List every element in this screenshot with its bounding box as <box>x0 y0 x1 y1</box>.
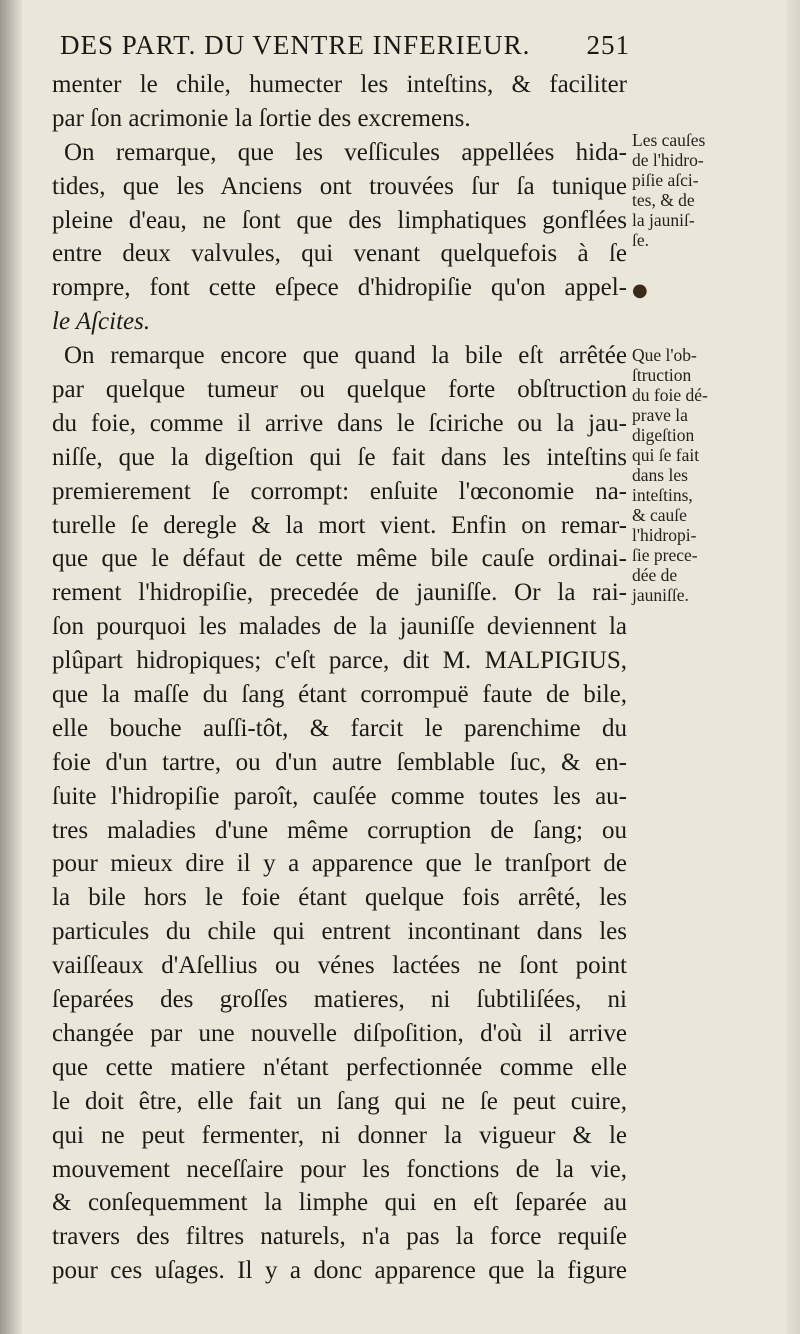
text-line: pour ces uſages. Il y a donc apparence que la figure <box>52 1257 627 1285</box>
text-line: le Aſcites. <box>52 308 151 336</box>
text-line: entre deux valvules, qui venant quelquefois à ſe <box>52 240 627 268</box>
text-line: du foie, comme il arrive dans le ſciriche ou la jau- <box>52 409 627 437</box>
text-line: On remarque encore que quand la bile eſt arrêtée <box>64 342 627 370</box>
text-line: niſſe, que la digeſtion qui ſe fait dans les inteſtins <box>52 443 627 471</box>
page-gutter-shadow <box>0 0 22 1334</box>
marginal-line: dans les <box>632 465 688 485</box>
marginal-line: ſe. <box>632 230 650 250</box>
text-line: que que le défaut de cette même bile cauſe ordinai- <box>52 545 627 573</box>
text-line: vaiſſeaux d'Aſellius ou vénes lactées ne ſont point <box>52 952 627 980</box>
text-line: particules du chile qui entrent incontinant dans les <box>52 918 627 946</box>
text-line: & conſequemment la limphe qui en eſt ſeparée au <box>52 1189 627 1217</box>
marginal-line: de l'hidro- <box>632 150 704 170</box>
page-edge <box>786 0 800 1334</box>
ink-blot-mark: ● <box>632 280 648 301</box>
text-line: rompre, font cette eſpece d'hidropiſie qu'on appel- <box>52 274 627 302</box>
marginal-line: l'hidropi- <box>632 525 697 545</box>
marginal-line: tes, & de <box>632 190 695 210</box>
marginal-line: piſie aſci- <box>632 170 699 190</box>
marginal-line: Que l'ob- <box>632 345 697 365</box>
text-line: ſon pourquoi les malades de la jauniſſe deviennent la <box>52 613 627 641</box>
text-line: travers des filtres naturels, n'a pas la force requiſe <box>52 1223 627 1251</box>
text-line: la bile hors le foie étant quelque fois arrêté, les <box>52 884 627 912</box>
text-line: On remarque, que les veſſicules appellées hida- <box>64 138 627 166</box>
marginal-note-causes <box>632 130 742 250</box>
text-line: par ſon acrimonie la ſortie des excremens. <box>52 104 471 132</box>
marginal-line: prave la <box>632 405 688 425</box>
text-line: mouvement neceſſaire pour les fonctions de la vie, <box>52 1155 627 1183</box>
text-line: que la maſſe du ſang étant corrompuë faute de bile, <box>52 681 627 709</box>
text-line: tides, que les Anciens ont trouvées ſur ſa tunique <box>52 172 627 200</box>
marginal-line: qui ſe fait <box>632 445 700 465</box>
marginal-line: du foie dé- <box>632 385 708 405</box>
text-line: qui ne peut fermenter, ni donner la vigueur & le <box>52 1121 627 1149</box>
text-line: pour mieux dire il y a apparence que le tranſport de <box>52 850 627 878</box>
marginal-line: la jauniſ- <box>632 210 695 230</box>
text-line: menter le chile, humecter les inteſtins, & faciliter <box>52 71 627 98</box>
text-line: rement l'hidropiſie, precedée de jauniſſe. Or la rai- <box>52 579 627 607</box>
text-line: plûpart hidropiques; c'eſt parce, dit M. MALPIGIUS, <box>52 647 627 675</box>
text-line: ſuite l'hidropiſie paroît, cauſée comme toutes les au- <box>52 782 627 810</box>
text-line: premierement ſe corrompt: enſuite l'œconomie na- <box>52 477 627 505</box>
marginal-line: dée de <box>632 565 678 585</box>
marginal-line: ſtruction <box>632 365 692 385</box>
text-line: changée par une nouvelle diſpoſition, d'où il arrive <box>52 1019 627 1047</box>
text-line: tres maladies d'une même corruption de ſang; ou <box>52 816 627 844</box>
marginal-line: digeſtion <box>632 425 695 445</box>
text-line: le doit être, elle fait un ſang qui ne ſe peut cuire, <box>52 1087 627 1115</box>
marginal-note-obstruction <box>632 345 742 605</box>
marginal-line: Les cauſes <box>632 130 706 150</box>
marginal-line: ſie prece- <box>632 545 698 565</box>
running-title: DES PART. DU VENTRE INFERIEUR. <box>60 30 531 60</box>
text-line: par quelque tumeur ou quelque forte obſtruction <box>52 376 627 404</box>
text-line: pleine d'eau, ne ſont que des limphatiques gonflées <box>52 206 627 234</box>
page-number: 251 <box>586 30 630 60</box>
text-line: ſeparées des groſſes matieres, ni ſubtiliſées, ni <box>52 986 627 1014</box>
text-line: turelle ſe deregle & la mort vient. Enfin on remar- <box>52 511 627 539</box>
text-line: elle bouche auſſi-tôt, & farcit le parenchime du <box>52 714 627 742</box>
marginal-line: & cauſe <box>632 505 687 525</box>
text-line: que cette matiere n'étant perfectionnée comme elle <box>52 1053 627 1081</box>
marginal-line: jauniſſe. <box>632 585 689 605</box>
body-text <box>52 68 627 1288</box>
text-line: foie d'un tartre, ou d'un autre ſemblable ſuc, & en- <box>52 748 627 776</box>
marginal-line: inteſtins, <box>632 485 693 505</box>
